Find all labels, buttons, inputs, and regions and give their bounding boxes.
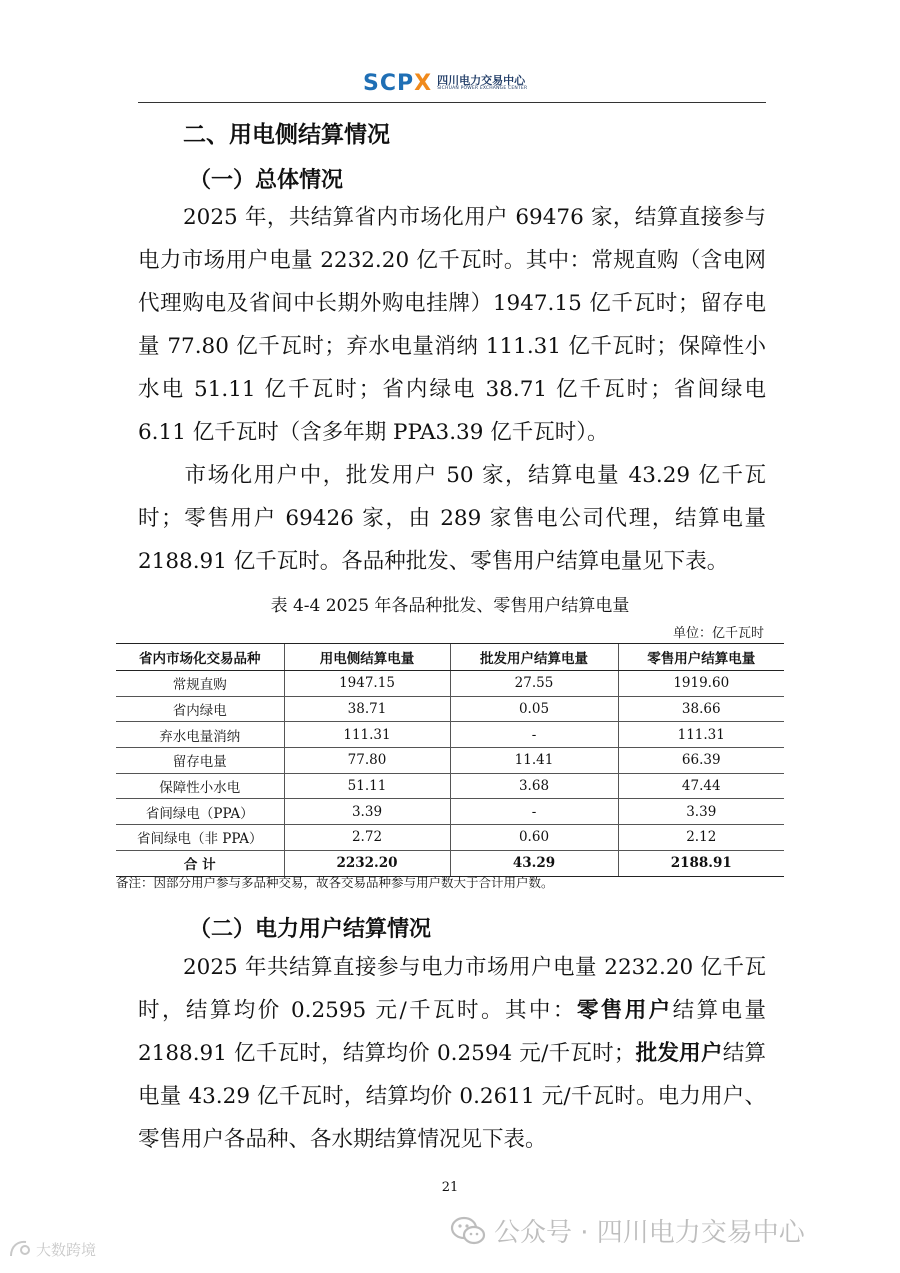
logo-text: [437, 75, 527, 92]
bold-wholesale-users: 批发用户: [635, 1041, 723, 1066]
table-cell: 111.31: [618, 722, 784, 748]
table-cell: 3.39: [284, 799, 450, 825]
table-cell: 3.68: [450, 773, 618, 799]
table-row: [116, 799, 784, 825]
table-header-cell: 省内市场化交易品种: [116, 644, 284, 671]
settlement-table: [116, 643, 784, 877]
header-divider: [138, 102, 766, 103]
table-unit: 单位：亿千瓦时: [672, 626, 764, 641]
table-cell: 2188.91: [618, 850, 784, 876]
table-header-cell: 零售用户结算电量: [618, 644, 784, 671]
table-cell: 2.12: [618, 825, 784, 851]
table-row: [116, 773, 784, 799]
table-row: [116, 696, 784, 722]
section-title: 二、用电侧结算情况: [183, 122, 390, 148]
table-cell: 留存电量: [116, 748, 284, 774]
corner-watermark: [8, 1238, 96, 1260]
table-note: 备注：因部分用户参与多品种交易，故各交易品种参与用户数大于合计用户数。: [116, 875, 554, 890]
subsection-title-overall: （一）总体情况: [189, 168, 344, 193]
table-cell: 合 计: [116, 850, 284, 876]
table-cell: -: [450, 722, 618, 748]
table-cell: 省间绿电（非 PPA）: [116, 825, 284, 851]
watermark-text: 公众号 · 四川电力交易中心: [494, 1218, 805, 1248]
table-cell: 常规直购: [116, 671, 284, 697]
table-caption: 表 4-4 2025 年各品种批发、零售用户结算电量: [270, 596, 630, 616]
table-cell: 3.39: [618, 799, 784, 825]
table-cell: 省内绿电: [116, 696, 284, 722]
table-row: [116, 748, 784, 774]
wechat-watermark: [450, 1212, 805, 1249]
table-cell: 51.11: [284, 773, 450, 799]
table-cell: 0.60: [450, 825, 618, 851]
paragraph-user-settlement: 2025 年共结算直接参与电力市场用户电量 2232.20 亿千瓦时，结算均价 0.2595 元/千瓦时。其中：零售用户结算电量 2188.91 亿千瓦时，结算均价 0.2594 元/千瓦时；批发用户结算电量 43.29 亿千瓦时，结算均价 0.2611 元/千瓦时。电力用户、零售用户各品种、各水期结算情况见下表。: [138, 955, 766, 1152]
table-cell: 11.41: [450, 748, 618, 774]
table-cell: 66.39: [618, 748, 784, 774]
table-cell: 77.80: [284, 748, 450, 774]
corner-mark-text: 大数跨境: [36, 1240, 97, 1259]
table-header-cell: 批发用户结算电量: [450, 644, 618, 671]
bold-retail-users: 零售用户: [576, 998, 673, 1023]
table-cell: 0.05: [450, 696, 618, 722]
table-cell: 弃水电量消纳: [116, 722, 284, 748]
table-header-cell: 用电侧结算电量: [284, 644, 450, 671]
table-header-row: [116, 644, 784, 671]
logo-chinese-name: 四川电力交易中心: [437, 73, 526, 87]
table-cell: -: [450, 799, 618, 825]
table-cell: 111.31: [284, 722, 450, 748]
paragraph-market-users: 市场化用户中，批发用户 50 家，结算电量 43.29 亿千瓦时；零售用户 69426 家，由 289 家售电公司代理，结算电量 2188.91 亿千瓦时。各品种批发、零售用户结算电量见下表。: [138, 463, 766, 574]
table-cell: 保障性小水电: [116, 773, 284, 799]
table-row: [116, 671, 784, 697]
table-cell: 47.44: [618, 773, 784, 799]
table-cell: 1947.15: [284, 671, 450, 697]
table-cell: 38.66: [618, 696, 784, 722]
table-cell: 1919.60: [618, 671, 784, 697]
table-row: [116, 825, 784, 851]
table-cell: 省间绿电（PPA）: [116, 799, 284, 825]
logo-english-name: SICHUAN POWER EXCHANGE CENTER: [437, 85, 528, 91]
logo-wordmark: SCPX: [363, 70, 433, 96]
table-cell: 38.71: [284, 696, 450, 722]
paragraph-overall: 2025 年，共结算省内市场化用户 69476 家，结算直接参与电力市场用户电量 2232.20 亿千瓦时。其中：常规直购（含电网代理购电及省间中长期外购电挂牌）1947.15 亿千瓦时；留存电量 77.80 亿千瓦时；弃水电量消纳 111.31 亿千瓦时；保障性小水电 51.11 亿千瓦时；省内绿电 38.71 亿千瓦时；省间绿电 6.11 亿千瓦时（含多年期 PPA3.39 亿千瓦时）。: [138, 205, 766, 445]
page-number: 21: [441, 1180, 459, 1195]
table-cell: 2.72: [284, 825, 450, 851]
wechat-icon: [450, 1216, 486, 1246]
table-cell: 43.29: [450, 850, 618, 876]
header-logo: [363, 68, 527, 98]
corner-logo-icon: [8, 1238, 32, 1260]
subsection-title-users: （二）电力用户结算情况: [189, 917, 432, 942]
table-cell: 2232.20: [284, 850, 450, 876]
table-row: [116, 722, 784, 748]
table-cell: 27.55: [450, 671, 618, 697]
